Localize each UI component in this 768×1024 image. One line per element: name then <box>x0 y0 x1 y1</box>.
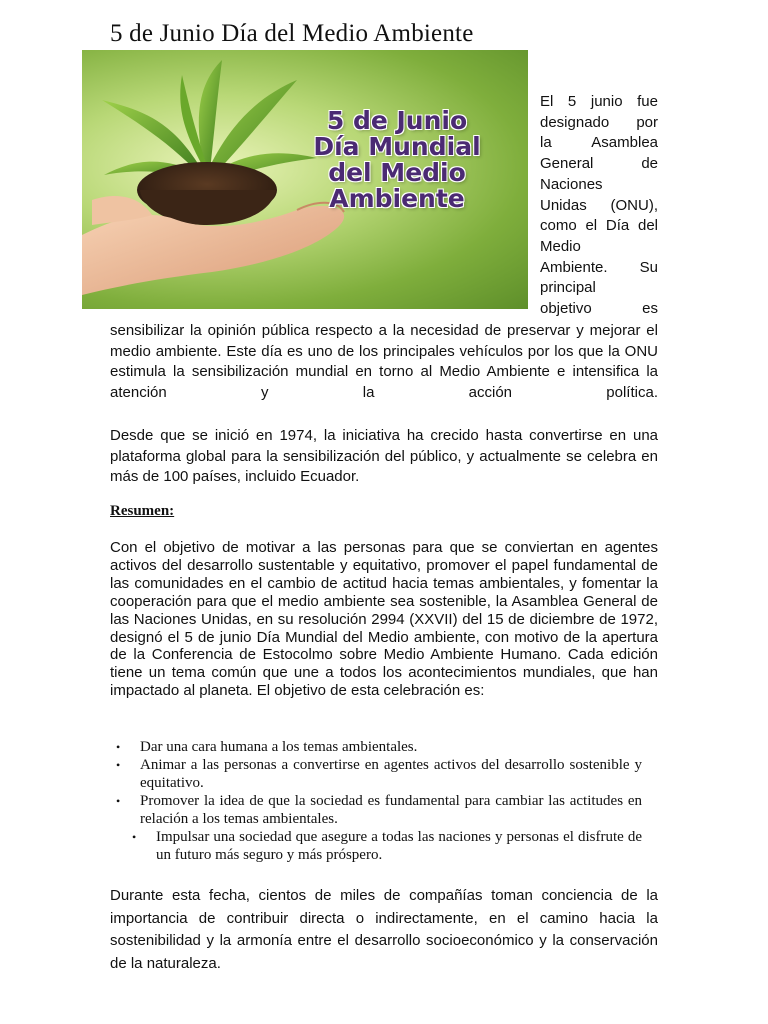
bullet-icon: • <box>116 794 121 808</box>
list-item: • Dar una cara humana a los temas ambientales. <box>116 739 418 755</box>
list-item: • Promover la idea de que la sociedad es fundamental para cambiar las actitudes en relación a los temas ambientales. <box>116 793 642 827</box>
bullet-icon: • <box>116 740 121 754</box>
hero-caption: 5 de Junio Día Mundial del Medio Ambiente <box>313 106 481 213</box>
resumen-paragraph: Con el objetivo de motivar a las personas para que se conviertan en agentes activos del desarrollo sustentable y equitativo, promover el papel fundamental de las comunidades en el cambio de actitud hacia temas ambientales, y fomentar la cooperación para que el medio ambiente sea sostenible, la Asamblea General de las Naciones Unidas, en su resolución 2994 (XXVII) del 15 de diciembre de 1972, designó el 5 de junio Día Mundial del Medio ambiente, con motivo de la apertura de la Conferencia de Estocolmo sobre Medio Ambiente Humano. Cada edición tiene un tema común que une a todos los acontecimientos mundiales, que han impactado al planeta. El objetivo de esta celebración es: <box>110 539 658 700</box>
list-item: • Animar a las personas a convertirse en agentes activos del desarrollo sostenible y equitativo. <box>116 757 642 791</box>
closing-paragraph: Durante esta fecha, cientos de miles de compañías toman conciencia de la importancia de contribuir directa o indirectamente, en el camino hacia la sostenibilidad y la armonía entre el desarrollo socioeconómico y la conservación de la naturaleza. <box>110 887 658 972</box>
intro-side-text: El 5 junio fue designado por la Asamblea General de Naciones Unidas (ONU), como el Día del Medio Ambiente. Su principal objetivo es <box>540 93 658 318</box>
bullet-icon: • <box>116 758 121 772</box>
intro-paragraph: sensibilizar la opinión pública respecto a la necesidad de preservar y mejorar el medio ambiente. Este día es uno de los principales vehículos por los que la ONU estimula la sensibilización mundial en torno al Medio Ambiente e intensifica la atención y la acción política. <box>110 322 658 402</box>
history-paragraph: Desde que se inició en 1974, la iniciativa ha crecido hasta convertirse en una plataforma global para la sensibilización del público, y actualmente se celebra en más de 100 países, incluido Ecuador. <box>110 427 658 486</box>
objectives-list <box>110 738 658 864</box>
resumen-heading: Resumen: <box>110 503 175 519</box>
hero-image <box>82 50 528 309</box>
list-item: • Impulsar una sociedad que asegure a todas las naciones y personas el disfrute de un futuro más seguro y más próspero. <box>132 829 642 863</box>
bullet-icon: • <box>132 830 137 844</box>
page-title: 5 de Junio Día del Medio Ambiente <box>110 20 474 47</box>
